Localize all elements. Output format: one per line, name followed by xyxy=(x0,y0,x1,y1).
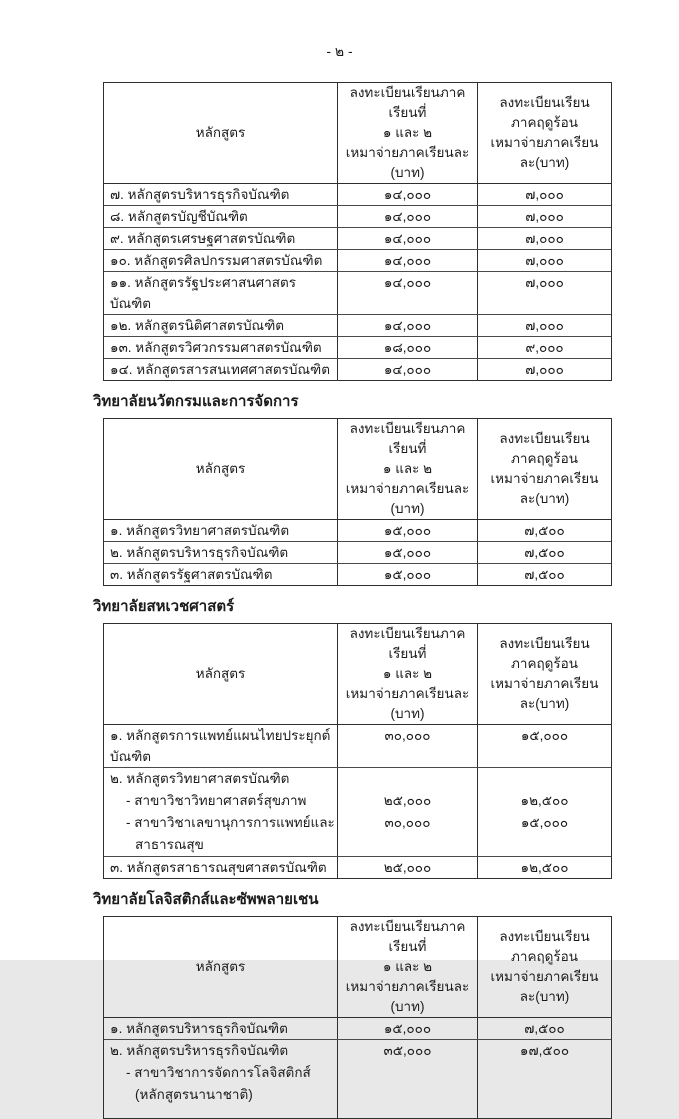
row-line xyxy=(104,228,611,249)
table-header-row xyxy=(104,419,611,520)
header-line: ลงทะเบียนเรียนภาคเรียนที่ xyxy=(349,421,466,456)
header-line: เหมาจ่ายภาคเรียนละ(บาท) xyxy=(490,135,599,170)
summer-fee: ๗,๐๐๐ xyxy=(477,228,611,249)
header-line: ลงทะเบียนเรียน xyxy=(499,636,590,651)
program-label: ๑. หลักสูตรบริหารธุรกิจบัณฑิต xyxy=(110,1021,288,1036)
fee-table xyxy=(103,623,612,879)
program-label: ๑. หลักสูตรวิทยาศาสตรบัณฑิต xyxy=(110,523,290,538)
table-row xyxy=(104,563,611,585)
section-heading: วิทยาลัยนวัตกรมและการจัดการ xyxy=(93,393,299,410)
summer-fee: ๗,๕๐๐ xyxy=(477,564,611,585)
program-label: ๒. หลักสูตรบริหารธุรกิจบัณฑิต xyxy=(110,1043,289,1058)
header-line: เหมาจ่ายภาคเรียนละ (บาท) xyxy=(345,686,470,721)
program-label: ๒. หลักสูตรบริหารธุรกิจบัณฑิต xyxy=(110,545,289,560)
summer-fee: ๑๗,๕๐๐ xyxy=(477,1040,611,1062)
summer-fee: ๗,๕๐๐ xyxy=(477,542,611,563)
row-line xyxy=(104,1062,611,1084)
table-header-row xyxy=(104,917,611,1018)
semester-fee xyxy=(337,1062,477,1084)
header-line: ลงทะเบียนเรียน xyxy=(499,431,590,446)
semester-fee: ๒๕,๐๐๐ xyxy=(337,857,477,878)
header-line: ลงทะเบียนเรียนภาคเรียนที่ xyxy=(349,85,466,120)
table-row xyxy=(104,205,611,227)
table-row xyxy=(104,184,611,205)
program-label: ๓. หลักสูตรรัฐศาสตรบัณฑิต xyxy=(110,567,273,582)
summer-fee: ๗,๐๐๐ xyxy=(477,315,611,336)
header-line: ลงทะเบียนเรียน xyxy=(499,95,590,110)
summer-fee: ๗,๕๐๐ xyxy=(477,520,611,541)
summer-fee: ๗,๐๐๐ xyxy=(477,272,611,314)
row-line xyxy=(104,790,611,812)
summer-fee: ๙,๐๐๐ xyxy=(477,337,611,358)
semester-fee: ๑๕,๐๐๐ xyxy=(337,542,477,563)
row-line xyxy=(104,1084,611,1118)
semester-fee: ๑๔,๐๐๐ xyxy=(337,206,477,227)
program-label: - สาขาวิชาวิทยาศาสตร์สุขภาพ xyxy=(126,793,307,808)
program-label: ๑๒. หลักสูตรนิติศาสตรบัณฑิต xyxy=(110,318,285,333)
row-line xyxy=(104,337,611,358)
fee-table xyxy=(103,916,612,1119)
summer-fee: ๗,๐๐๐ xyxy=(477,206,611,227)
header-line: เหมาจ่ายภาคเรียนละ(บาท) xyxy=(490,471,599,506)
program-label: สาธารณสุข xyxy=(135,837,204,852)
semester-fee: ๑๘,๐๐๐ xyxy=(337,337,477,358)
row-line xyxy=(104,564,611,585)
semester-fee: ๑๕,๐๐๐ xyxy=(337,1018,477,1039)
semester-fee: ๓๐,๐๐๐ xyxy=(337,812,477,834)
table-row xyxy=(104,358,611,380)
summer-fee xyxy=(477,1084,611,1118)
program-label: ๓. หลักสูตรสาธารณสุขศาสตรบัณฑิต xyxy=(110,860,327,875)
row-line xyxy=(104,272,611,314)
program-label: - สาขาวิชาเลขานุการการแพทย์และ xyxy=(126,815,335,830)
summer-fee: ๗,๐๐๐ xyxy=(477,184,611,205)
header-line: เหมาจ่ายภาคเรียนละ (บาท) xyxy=(345,979,470,1014)
header-col-program: หลักสูตร xyxy=(195,125,246,140)
header-col-summer xyxy=(477,83,611,183)
summer-fee: ๑๕,๐๐๐ xyxy=(477,725,611,767)
program-label: - สาขาวิชาการจัดการโลจิสติกส์ xyxy=(126,1065,311,1080)
semester-fee: ๑๔,๐๐๐ xyxy=(337,315,477,336)
summer-fee xyxy=(477,768,611,790)
header-col-semester xyxy=(337,83,477,183)
header-line: ลงทะเบียนเรียนภาคเรียนที่ xyxy=(349,626,466,661)
section-heading: วิทยาลัยสหเวชศาสตร์ xyxy=(93,598,235,615)
header-line: ๑ และ ๒ xyxy=(382,666,433,681)
page-number: - ๒ - xyxy=(326,43,353,59)
college-section xyxy=(93,82,614,381)
semester-fee: ๑๔,๐๐๐ xyxy=(337,359,477,380)
summer-fee xyxy=(477,1062,611,1084)
fee-tables-container xyxy=(93,82,614,1119)
header-col-summer xyxy=(477,624,611,724)
semester-fee: ๓๕,๐๐๐ xyxy=(337,1040,477,1062)
header-line: ภาคฤดูร้อน xyxy=(510,451,579,466)
row-line xyxy=(104,1040,611,1062)
college-section xyxy=(93,598,614,879)
table-row xyxy=(104,1018,611,1039)
table-row xyxy=(104,227,611,249)
row-line xyxy=(104,206,611,227)
row-line xyxy=(104,725,611,767)
table-row xyxy=(104,336,611,358)
header-col-program: หลักสูตร xyxy=(195,959,246,974)
header-line: เหมาจ่ายภาคเรียนละ(บาท) xyxy=(490,969,599,1004)
header-col-semester xyxy=(337,917,477,1017)
table-header-row xyxy=(104,624,611,725)
table-row xyxy=(104,314,611,336)
semester-fee: ๑๔,๐๐๐ xyxy=(337,184,477,205)
semester-fee: ๑๕,๐๐๐ xyxy=(337,564,477,585)
program-label: (หลักสูตรนานาชาติ) xyxy=(135,1087,253,1102)
table-row xyxy=(104,541,611,563)
semester-fee: ๑๕,๐๐๐ xyxy=(337,520,477,541)
program-label: ๑๑. หลักสูตรรัฐประศาสนศาสตรบัณฑิต xyxy=(110,275,297,311)
table-row xyxy=(104,271,611,314)
header-line: ลงทะเบียนเรียนภาคเรียนที่ xyxy=(349,919,466,954)
program-label: ๗. หลักสูตรบริหารธุรกิจบัณฑิต xyxy=(110,187,290,202)
program-label: ๙. หลักสูตรเศรษฐศาสตรบัณฑิต xyxy=(110,231,296,246)
header-line: เหมาจ่ายภาคเรียนละ (บาท) xyxy=(345,481,470,516)
row-line xyxy=(104,542,611,563)
semester-fee xyxy=(337,834,477,856)
table-row xyxy=(104,767,611,856)
table-header-row xyxy=(104,83,611,184)
row-line xyxy=(104,834,611,856)
college-section xyxy=(93,891,614,1119)
section-heading: วิทยาลัยโลจิสติกส์และซัพพลายเชน xyxy=(93,891,319,908)
fee-table xyxy=(103,82,612,381)
semester-fee: ๓๐,๐๐๐ xyxy=(337,725,477,767)
header-line: เหมาจ่ายภาคเรียนละ(บาท) xyxy=(490,676,599,711)
header-line: ๑ และ ๒ xyxy=(382,959,433,974)
header-line: ๑ และ ๒ xyxy=(382,125,433,140)
row-line xyxy=(104,359,611,380)
program-label: ๘. หลักสูตรบัญชีบัณฑิต xyxy=(110,209,248,224)
table-row xyxy=(104,520,611,541)
summer-fee: ๑๒,๕๐๐ xyxy=(477,790,611,812)
semester-fee: ๒๕,๐๐๐ xyxy=(337,790,477,812)
header-line: ภาคฤดูร้อน xyxy=(510,949,579,964)
row-line xyxy=(104,520,611,541)
header-col-summer xyxy=(477,419,611,519)
summer-fee xyxy=(477,834,611,856)
semester-fee: ๑๔,๐๐๐ xyxy=(337,272,477,314)
row-line xyxy=(104,812,611,834)
semester-fee xyxy=(337,1084,477,1118)
row-line xyxy=(104,184,611,205)
header-col-program: หลักสูตร xyxy=(195,461,246,476)
program-label: ๒. หลักสูตรวิทยาศาสตรบัณฑิต xyxy=(110,771,290,786)
program-label: ๑๔. หลักสูตรสารสนเทศศาสตรบัณฑิต xyxy=(110,362,330,377)
program-label: ๑๐. หลักสูตรศิลปกรรมศาสตรบัณฑิต xyxy=(110,253,323,268)
row-line xyxy=(104,857,611,878)
row-line xyxy=(104,768,611,790)
semester-fee: ๑๔,๐๐๐ xyxy=(337,250,477,271)
header-line: เหมาจ่ายภาคเรียนละ (บาท) xyxy=(345,145,470,180)
header-line: ๑ และ ๒ xyxy=(382,461,433,476)
college-section xyxy=(93,393,614,586)
header-col-semester xyxy=(337,419,477,519)
table-row xyxy=(104,856,611,878)
program-label: ๑. หลักสูตรการแพทย์แผนไทยประยุกต์บัณฑิต xyxy=(110,728,331,764)
summer-fee: ๗,๐๐๐ xyxy=(477,359,611,380)
semester-fee xyxy=(337,768,477,790)
header-line: ภาคฤดูร้อน xyxy=(510,115,579,130)
row-line xyxy=(104,250,611,271)
table-row xyxy=(104,1039,611,1118)
summer-fee: ๑๕,๐๐๐ xyxy=(477,812,611,834)
summer-fee: ๗,๕๐๐ xyxy=(477,1018,611,1039)
header-col-program: หลักสูตร xyxy=(195,666,246,681)
summer-fee: ๗,๐๐๐ xyxy=(477,250,611,271)
row-line xyxy=(104,315,611,336)
header-line: ภาคฤดูร้อน xyxy=(510,656,579,671)
program-label: ๑๓. หลักสูตรวิศวกรรมศาสตรบัณฑิต xyxy=(110,340,322,355)
semester-fee: ๑๔,๐๐๐ xyxy=(337,228,477,249)
header-line: ลงทะเบียนเรียน xyxy=(499,929,590,944)
table-row xyxy=(104,249,611,271)
fee-table xyxy=(103,418,612,586)
row-line xyxy=(104,1018,611,1039)
table-row xyxy=(104,725,611,767)
header-col-summer xyxy=(477,917,611,1017)
header-col-semester xyxy=(337,624,477,724)
summer-fee: ๑๒,๕๐๐ xyxy=(477,857,611,878)
